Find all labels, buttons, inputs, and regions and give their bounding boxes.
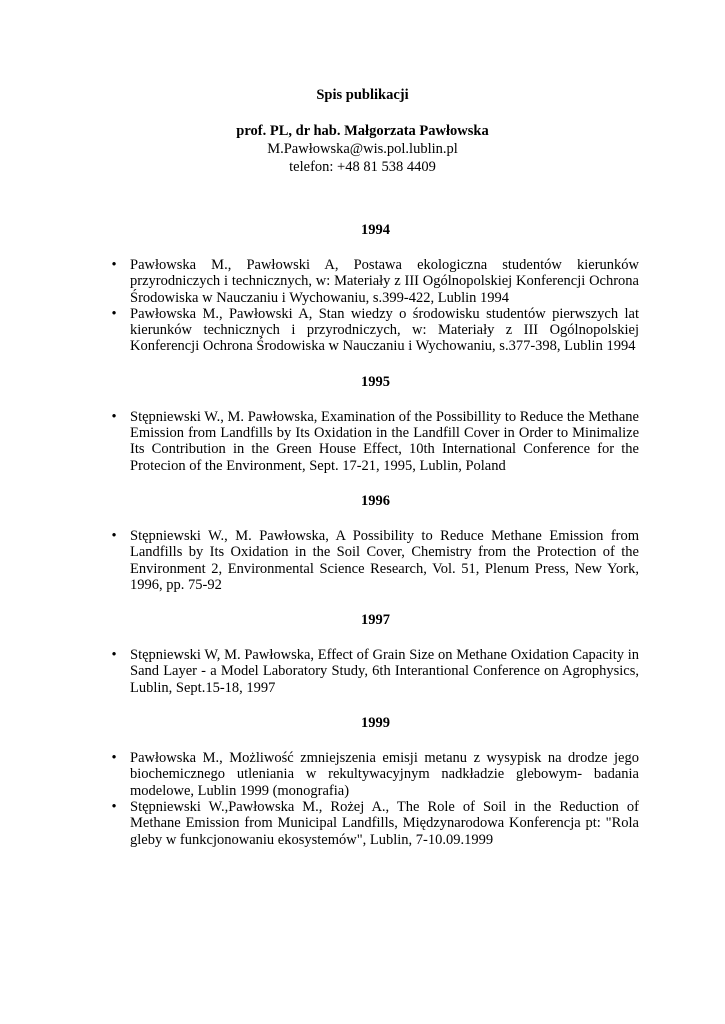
year-heading: 1994 bbox=[361, 222, 390, 238]
publication-entry bbox=[108, 257, 639, 306]
publication-entry bbox=[108, 750, 639, 799]
author-email: M.Pawłowska@wis.pol.lublin.pl bbox=[267, 141, 458, 157]
publication-items bbox=[108, 750, 639, 848]
publication-text: Stępniewski W., M. Pawłowska, Examination of the Possibillity to Reduce the Methane Emission from Landfills by Its Oxidation in the Landfill Cover in Order to Minimalize Its Contribution in the Green House Effect, 10th International Conference for the Protecion of the Environment, Sept. 17-21, 1995, Lublin, Poland bbox=[130, 408, 639, 474]
publication-text: Pawłowska M., Pawłowski A, Postawa ekologiczna studentów kierunków przyrodniczych i technicznych, w: Materiały z III Ogólnopolskiej Konferencji Ochrona Środowiska w Nauczaniu i Wychowaniu, s.399-422, Lublin 1994 bbox=[130, 257, 639, 306]
year-heading: 1999 bbox=[361, 715, 390, 732]
publication-text: Stępniewski W.,Pawłowska M., Rożej A., The Role of Soil in the Reduction of Methane Emission from Municipal Landfills, Międzynarodowa Konferencja pt: "Rola gleby w funkcjonowaniu ekosystemów", Lublin, 7-10.09.1999 bbox=[130, 798, 639, 848]
year-section-1997 bbox=[108, 611, 639, 696]
document-title: Spis publikacji bbox=[316, 87, 409, 103]
publication-text: Stępniewski W, M. Pawłowska, Effect of Grain Size on Methane Oxidation Capacity in Sand Layer - a Model Laboratory Study, 6th Interantional Conference on Agrophysics, Lublin, Sept.15-18, 1997 bbox=[130, 647, 639, 696]
publication-entry bbox=[108, 647, 639, 696]
publication-entry bbox=[108, 799, 639, 848]
publication-entry bbox=[108, 409, 639, 474]
publication-list bbox=[108, 221, 639, 866]
year-section-1999 bbox=[108, 714, 639, 848]
bullet-icon: • bbox=[111, 647, 117, 664]
publication-items bbox=[108, 257, 639, 355]
year-section-1995 bbox=[108, 373, 639, 474]
publication-text: Pawłowska M., Możliwość zmniejszenia emisji metanu z wysypisk na drodze jego biochemicznego utleniania w rekultywacyjnym nadkładzie glebowym- badania modelowe, Lublin 1999 (monografia) bbox=[130, 750, 639, 799]
year-heading: 1995 bbox=[361, 373, 390, 390]
publication-entry bbox=[108, 306, 639, 355]
bullet-icon: • bbox=[111, 750, 117, 767]
bullet-icon: • bbox=[111, 305, 117, 322]
author-name: prof. PL, dr hab. Małgorzata Pawłowska bbox=[236, 123, 489, 139]
publication-items bbox=[108, 409, 639, 474]
publication-text: Pawłowska M., Pawłowski A, Stan wiedzy o środowisku studentów pierwszych lat kierunków technicznych i przyrodniczych, w: Materiały z III Ogólnopolskiej Konferencji Ochrona Środowiska w Nauczaniu i Wychowaniu, s.377-398, Lublin 1994 bbox=[130, 305, 639, 355]
year-section-1994 bbox=[108, 221, 639, 355]
author-phone: telefon: +48 81 538 4409 bbox=[289, 159, 436, 175]
year-heading: 1997 bbox=[361, 612, 390, 629]
year-heading: 1996 bbox=[361, 492, 390, 509]
publication-items bbox=[108, 647, 639, 696]
document-header bbox=[0, 86, 725, 176]
bullet-icon: • bbox=[111, 527, 117, 544]
bullet-icon: • bbox=[111, 798, 117, 815]
publication-items bbox=[108, 528, 639, 593]
publication-text: Stępniewski W., M. Pawłowska, A Possibility to Reduce Methane Emission from Landfills by Its Oxidation in the Soil Cover, Chemistry from the Protection of the Environment 2, Environmental Science Research, Vol. 51, Plenum Press, New York, 1996, pp. 75-92 bbox=[130, 527, 639, 593]
publication-entry bbox=[108, 528, 639, 593]
year-section-1996 bbox=[108, 492, 639, 593]
bullet-icon: • bbox=[111, 408, 117, 425]
bullet-icon: • bbox=[111, 257, 117, 273]
